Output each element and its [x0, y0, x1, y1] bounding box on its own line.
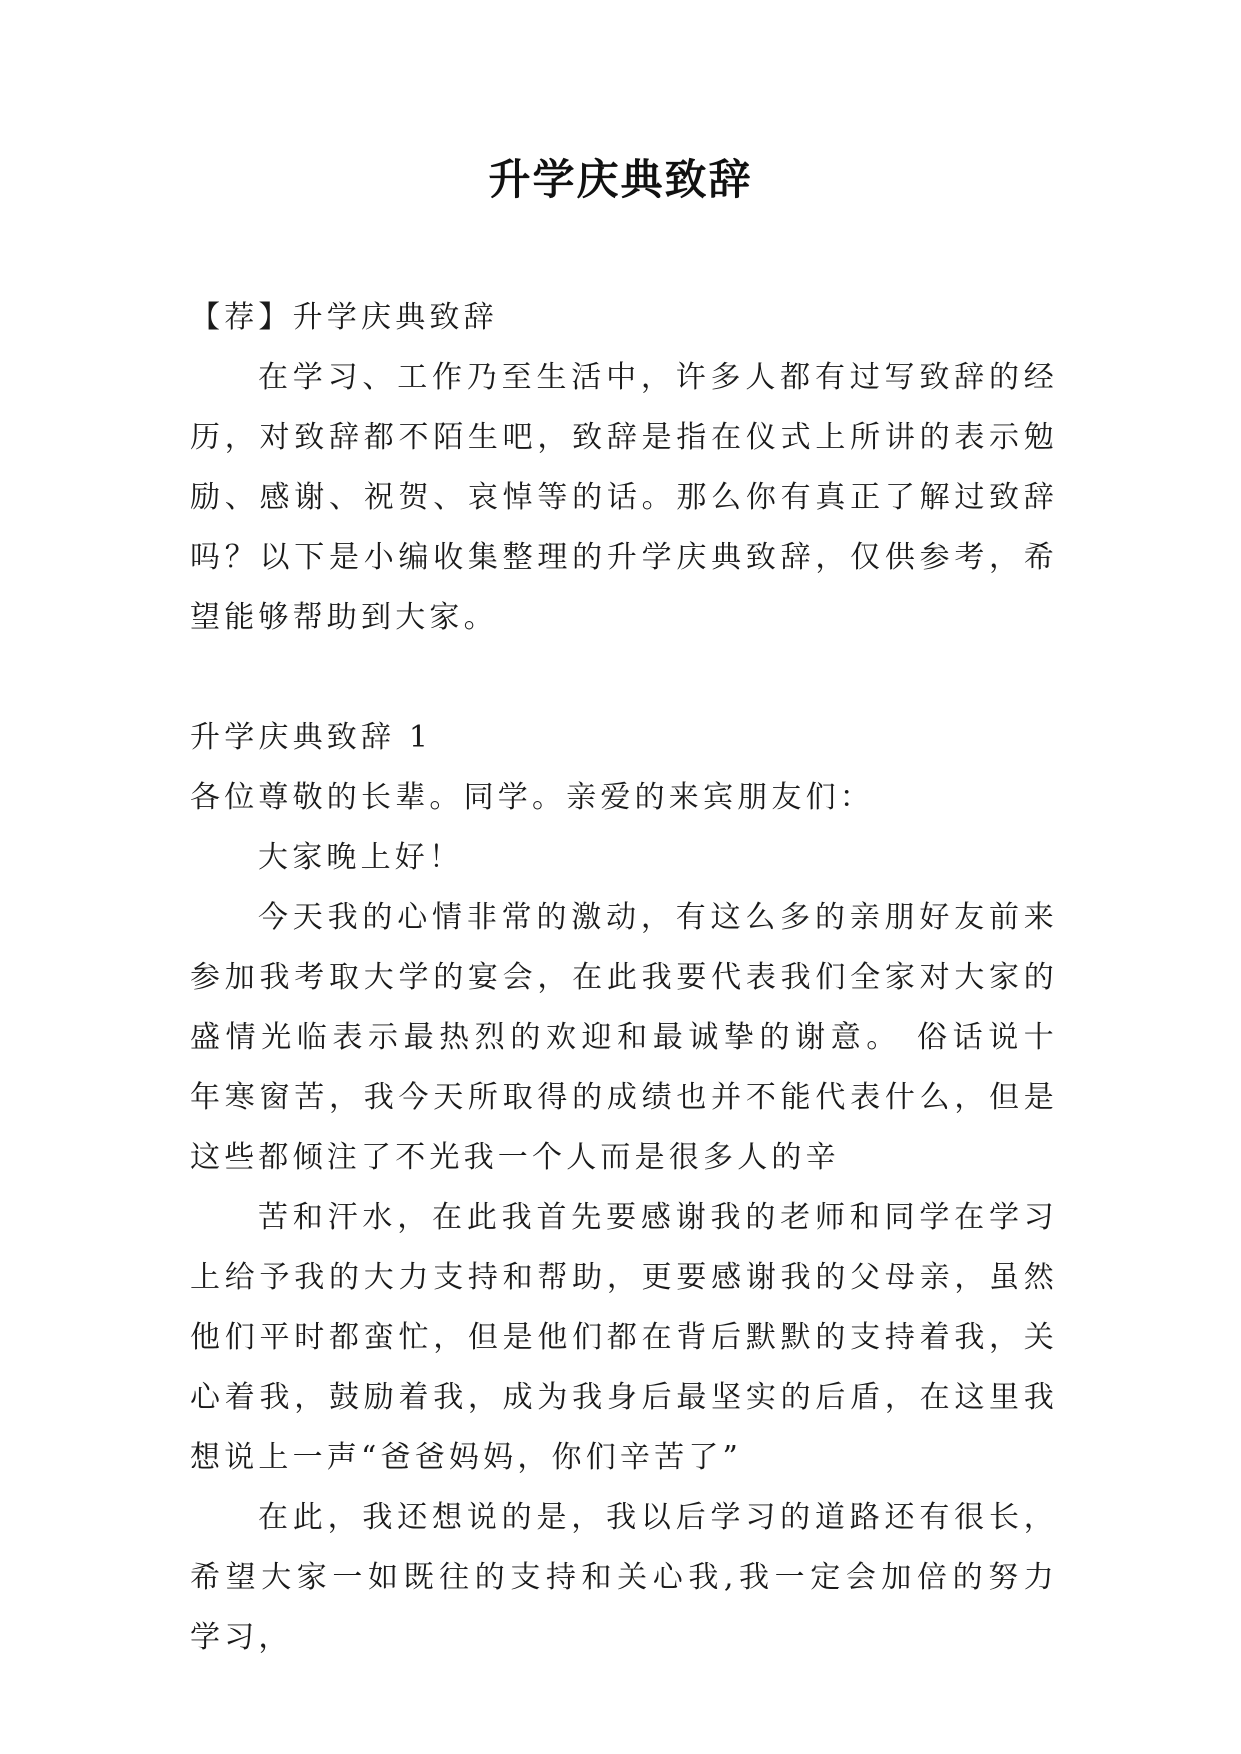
- intro-paragraph: 在学习、工作乃至生活中，许多人都有过写致辞的经历，对致辞都不陌生吧，致辞是指在仪式上所讲的表示勉励、感谢、祝贺、哀悼等的话。那么你有真正了解过致辞吗？以下是小编收集整理的升学庆典致辞，仅供参考，希望能够帮助到大家。: [190, 360, 1058, 635]
- body-paragraph: 今天我的心情非常的激动，有这么多的亲朋好友前来参加我考取大学的宴会，在此我要代表我们全家对大家的盛情光临表示最热烈的欢迎和最诚挚的谢意。 俗话说十年寒窗苦，我今天所取得的成绩也并不能代表什么，但是这些都倾注了不光我一个人而是很多人的辛: [190, 900, 1058, 1175]
- section-spacer: [190, 648, 1058, 708]
- salutation: 各位尊敬的长辈。同学。亲爱的来宾朋友们：: [190, 780, 874, 815]
- document-title: 升学庆典致辞: [488, 155, 753, 204]
- body-paragraph: 苦和汗水，在此我首先要感谢我的老师和同学在学习上给予我的大力支持和帮助，更要感谢我的父母亲，虽然他们平时都蛮忙，但是他们都在背后默默的支持着我，关心着我，鼓励着我，成为我身后最坚实的后盾，在这里我想说上一声“爸爸妈妈，你们辛苦了”: [190, 1200, 1058, 1475]
- greeting: 大家晚上好！: [258, 840, 464, 875]
- intro-heading: 【荐】升学庆典致辞: [190, 300, 498, 335]
- body-paragraph: 在此，我还想说的是，我以后学习的道路还有很长，希望大家一如既往的支持和关心我,我一定会加倍的努力学习，: [190, 1500, 1058, 1655]
- document-body: [190, 288, 1058, 1668]
- section-heading: 升学庆典致辞 1: [190, 720, 433, 755]
